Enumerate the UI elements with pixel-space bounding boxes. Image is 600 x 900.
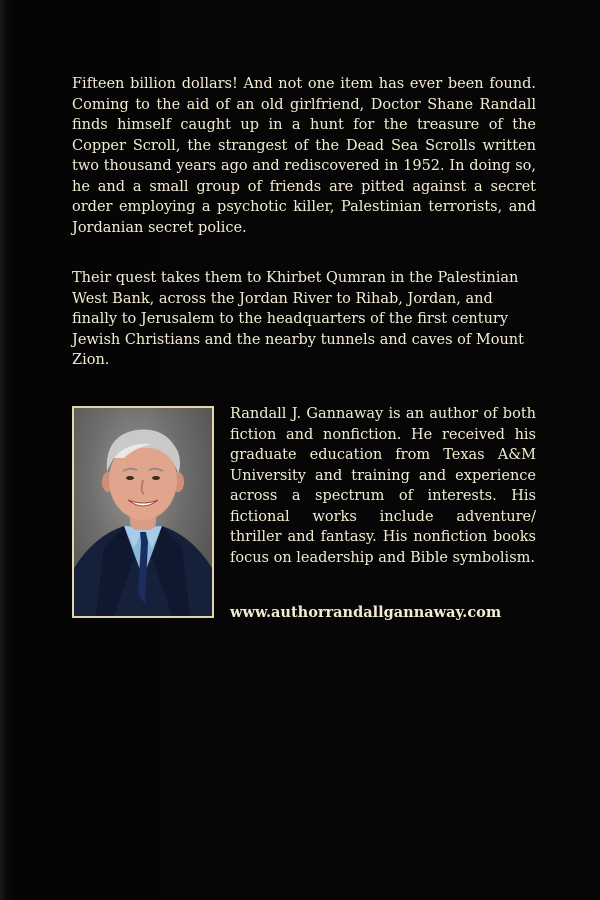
synopsis-paragraph-2: Their quest takes them to Khirbet Qumran in the Palestinian West Bank, across the Jordan River to Rihab, Jordan, and finally to Jerusalem to the headquarters of the first century Jewish Christians and the nearby tunnels and caves of Mount Zion.	[72, 270, 524, 368]
synopsis-paragraph-1: Fifteen billion dollars! And not one item has ever been found. Coming to the aid of an old girlfriend, Doctor Shane Randall finds himself caught up in a hunt for the treasure of the Copper Scroll, the strangest of the Dead Sea Scrolls written two thousand years ago and rediscovered in 1952. In doing so, he and a small group of friends are pitted against a secret order employing a psychotic killer, Palestinian terrorists, and Jordanian secret police.	[72, 76, 536, 236]
author-photo	[72, 406, 214, 618]
author-website: www.authorrandallgannaway.com	[230, 604, 502, 621]
author-portrait-image	[74, 408, 212, 616]
author-bio: Randall J. Gannaway is an author of both fiction and nonfiction. He received his graduate education from Texas A&M University and training and experience across a spectrum of interests. His fictional works include adventure/ thriller and fantasy. His nonfiction books focus on leadership and Bible symbolism.	[230, 406, 536, 566]
